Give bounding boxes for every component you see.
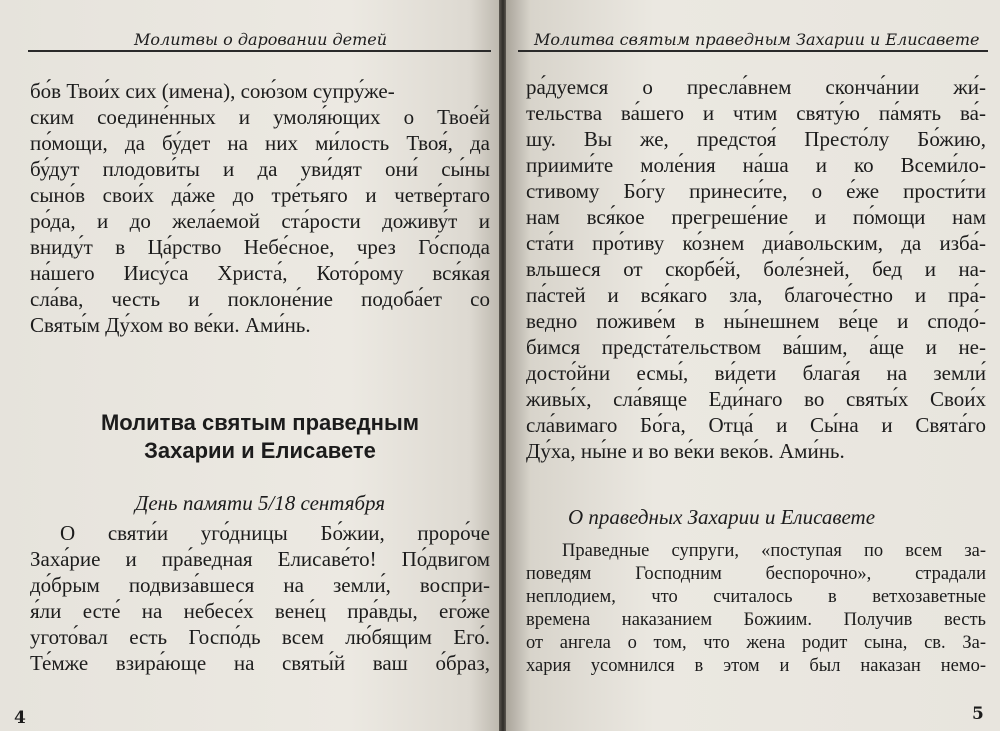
right-page [506, 0, 1000, 731]
prose-line: от ангела о том, что жена родит сына, св. За- [526, 633, 986, 653]
prayer-line: до́брым подвиза́вшеся на земли́, воспри- [30, 573, 490, 597]
prayer-line: Те́мже взира́юще на святы́й ваш о́браз, [30, 651, 490, 675]
prayer-line: ведно поживе́м в ны́нешнем ве́це и сподо́- [526, 309, 986, 333]
section-subtitle: О праведных Захарии и Елисавете [568, 505, 876, 529]
prayer-line: бимся предста́тельством ва́шим, а́ще и не- [526, 335, 986, 359]
page-header: Молитвы о даровании детей [134, 30, 388, 49]
prayer-line: ра́дуемся о пресла́внем сконча́нии жи́- [526, 75, 986, 99]
section-title: Молитва святым праведным [100, 410, 420, 435]
prayer-line: шу. Вы же, предстоя́ Престо́лу Бо́жию, [526, 127, 986, 151]
header-rule [28, 50, 491, 52]
prayer-line: тельства ва́шего и чтим святу́ю па́мять ва́- [526, 101, 986, 125]
body-line: ро́да, и до жела́емой ста́рости доживу́т и [30, 209, 490, 233]
prayer-line: па́стей и вся́каго зла, благоче́стно и пра́- [526, 283, 986, 307]
prose-line: хария усомнился в этом и был наказан немо- [526, 656, 986, 676]
header-rule [518, 50, 988, 52]
section-title: Захарии и Елисавете [144, 438, 376, 463]
body-line: бо́в Твои́х сих (имена), сою́зом супру́же- [30, 79, 395, 103]
prayer-line: приими́те моле́ния на́ша и ко Всеми́ло- [526, 153, 986, 177]
prose-line: поведям Господним беспорочно», страдали [526, 564, 986, 584]
page-number: 4 [14, 708, 26, 728]
prayer-line: вльшеся от скорбе́й, боле́зней, бед и на- [526, 257, 986, 281]
body-line: ским соедине́нных и умоля́ющих о Твое́й [30, 105, 490, 129]
prayer-line: я́ли есте́ на небесе́х вене́ц пра́вды, его́же [30, 599, 490, 623]
body-line: вниду́т в Ца́рство Небе́сное, чрез Го́спода [30, 235, 490, 259]
feast-day-subtitle: День памяти 5/18 сентября [134, 491, 386, 515]
prayer-line: Ду́ха, ны́не и во ве́ки веко́в. Ами́нь. [526, 439, 845, 463]
body-line: сла́ва, честь и поклоне́ние подоба́ет со [30, 287, 490, 311]
body-line: на́шего Иису́са Христа́, Кото́рому вся́кая [30, 261, 490, 285]
prose-line: неплодием, что считалось в ветхозаветные [526, 587, 986, 607]
prayer-line: ста́ти про́тиву ко́знем диа́вольским, да изба́- [526, 231, 986, 255]
prayer-line: стивому Бо́гу принеси́те, о е́же прости́ти [526, 179, 986, 203]
prayer-line: нам вся́кое прегреше́ние и по́мощи нам [526, 205, 986, 229]
body-line: Святы́м Ду́хом во ве́ки. Ами́нь. [30, 313, 311, 337]
prayer-line: живы́х, сла́вяще Еди́наго во святы́х Свои́х [526, 387, 986, 411]
body-line: по́мощи, да бу́дет на них ми́лость Твоя́, да [30, 131, 490, 155]
prayer-line: Заха́рие и пра́ведная Елисаве́то! По́двигом [30, 547, 490, 571]
body-line: бу́дут плодови́ты и да уви́дят они́ сы́ны [30, 157, 490, 181]
prayer-line: угото́вал есть Госпо́дь всем лю́бящим Его́. [30, 625, 490, 649]
page-header: Молитва святым праведным Захарии и Елисавете [534, 30, 980, 49]
prayer-line: сла́вимаго Бо́га, Отца́ и Сы́на и Свята́го [526, 413, 986, 437]
prose-line: Праведные супруги, «поступая по всем за- [562, 541, 986, 561]
prayer-line: досто́йни есмы́, ви́дети блага́я на земли́ [526, 361, 986, 385]
prose-line: времена наказанием Божиим. Получив весть [526, 610, 986, 630]
page-number: 5 [972, 704, 984, 724]
prayer-line: О святи́и уго́дницы Бо́жии, проро́че [60, 521, 490, 545]
body-line: сыно́в свои́х да́же до тре́тьяго и четве́ртаго [30, 183, 490, 207]
